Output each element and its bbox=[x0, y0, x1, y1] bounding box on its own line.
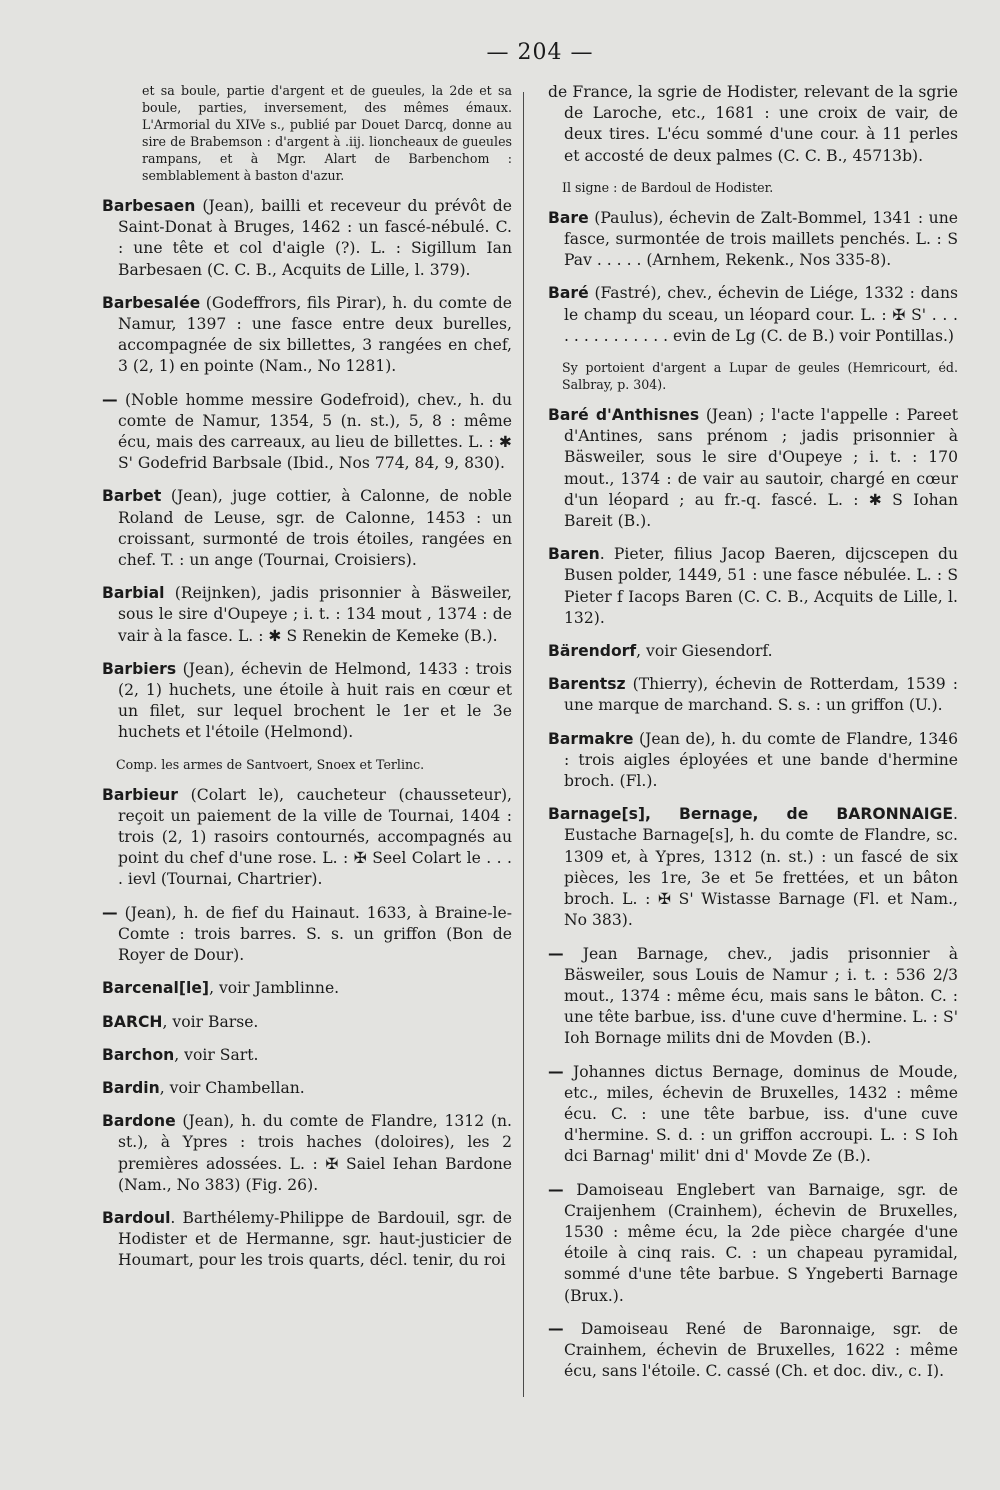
entry-headword: Bardone bbox=[102, 1112, 176, 1131]
entry-text: (Jean), juge cottier, à Calonne, de noble Roland de Leuse, sgr. de Calonne, 1453 : un croissant, surmonté de trois étoiles, rangées en chef. T. : un ange (Tournai, Croisiers). bbox=[118, 487, 512, 570]
entry-headword: Barchon bbox=[102, 1045, 175, 1064]
entry bbox=[102, 1012, 512, 1033]
entry-text: , voir Chambellan. bbox=[159, 1078, 305, 1097]
entry-text: Damoiseau Englebert van Barnaige, sgr. de Craijenhem (Crainhem), échevin de Bruxelles, 1530 : même écu, la 2de pièce chargée d'une étoile à cinq rais. C. : un chapeau pyramidal, sommé d'une tête barbue. S Yngeberti Barnage (Brux.). bbox=[563, 1180, 958, 1305]
entry bbox=[548, 804, 958, 931]
entry-text: . Eustache Barnage[s], h. du comte de Flandre, sc. 1309 et, à Ypres, 1312 (n. st.) : un fascé de six pièces, les 1re, 3e et 5e frettées, et un bâton broch. L. : ✠ S' Wistasse Barnage (Fl. et Nam., No 383). bbox=[564, 805, 958, 930]
entry-headword: Barbiers bbox=[102, 659, 177, 678]
note-text: Comp. les armes de Santvoert, Snoex et Terlinc. bbox=[116, 756, 425, 772]
entry-headword: BARCH bbox=[102, 1012, 163, 1031]
entry bbox=[102, 196, 512, 281]
entry-text: (Jean), h. de fief du Hainaut. 1633, à Braine-le-Comte : trois barres. S. s. un griffon (Bon de Royer de Dour). bbox=[117, 903, 512, 965]
entry-headword: — bbox=[548, 1319, 564, 1338]
entry bbox=[102, 978, 512, 999]
entry bbox=[102, 486, 512, 571]
entry-text: (Fastré), chev., échevin de Liége, 1332 : dans le champ du sceau, un léopard cour. L. : ✠ S' . . . . . . . . . . . . . . evin de Lg (C. de B.) voir Pontillas.) bbox=[564, 284, 958, 345]
entry bbox=[548, 641, 958, 662]
entry bbox=[548, 208, 958, 272]
entry bbox=[102, 1078, 512, 1099]
note-paragraph bbox=[102, 82, 512, 184]
entry bbox=[548, 405, 958, 532]
entry-text: Johannes dictus Bernage, dominus de Moude, etc., miles, échevin de Bruxelles, 1432 : même écu. C. : une tête barbue, iss. d'une cuve d'hermine. S. d. : un griffon accroupi. L. : S Ioh dci Barnag' milit' dni d' Movde Ze (B.). bbox=[563, 1062, 958, 1166]
entry bbox=[548, 82, 958, 167]
entry bbox=[102, 1111, 512, 1196]
entry-headword: Bärendorf bbox=[548, 642, 637, 661]
note-paragraph bbox=[548, 179, 958, 196]
entry-headword: Barmakre bbox=[548, 729, 634, 748]
entry-text: Damoiseau René de Baronnaige, sgr. de Crainhem, échevin de Bruxelles, 1622 : même écu, sans l'étoile. C. cassé (Ch. et doc. div., c. I). bbox=[563, 1319, 958, 1381]
entry-headword: — bbox=[102, 390, 118, 409]
entry bbox=[102, 903, 512, 967]
entry bbox=[548, 944, 958, 1050]
entry-headword: Barnage[s], Bernage, de BARONNAIGE bbox=[548, 805, 954, 824]
entry-text: (Jean), échevin de Helmond, 1433 : trois (2, 1) huchets, une étoile à huit rais en cœur et un filet, sur lequel brochent le 1er et le 3e huchets et l'étoile (Helmond). bbox=[118, 659, 512, 742]
entry bbox=[548, 544, 958, 629]
entry-headword: Baré bbox=[548, 284, 589, 303]
entry-headword: Bare bbox=[548, 208, 589, 227]
entry-headword: Barbet bbox=[102, 487, 162, 506]
entry-text: (Thierry), échevin de Rotterdam, 1539 : une marque de marchand. S. s. : un griffon (U.). bbox=[564, 675, 958, 715]
page-number: — 204 — bbox=[486, 40, 594, 65]
entry-headword: — bbox=[548, 1062, 564, 1081]
entry-text: , voir Barse. bbox=[162, 1012, 259, 1031]
entry-headword: Barentsz bbox=[548, 675, 626, 694]
entry-headword: — bbox=[548, 944, 564, 963]
entry-text: (Reijnken), jadis prisonnier à Bäsweiler, sous le sire d'Oupeye ; i. t. : 134 mout , 1374 : de vair à la fasce. L. : ✱ S Renekin de Kemeke (B.). bbox=[118, 584, 512, 645]
entry bbox=[548, 1319, 958, 1383]
entry bbox=[102, 785, 512, 891]
entry-headword: Barbieur bbox=[102, 785, 178, 804]
entry bbox=[548, 674, 958, 716]
right-column bbox=[548, 82, 958, 1394]
entry-headword: — bbox=[548, 1180, 564, 1199]
entry bbox=[548, 1180, 958, 1307]
left-column bbox=[102, 82, 512, 1284]
note-text: Il signe : de Bardoul de Hodister. bbox=[562, 179, 774, 195]
entry bbox=[548, 729, 958, 793]
note-text: et sa boule, partie d'argent et de gueules, la 2de et sa boule, parties, inversement, des mêmes émaux. L'Armorial du XIVe s., publié par Douet Darcq, donne au sire de Brabemson : d'argent à .iij. lioncheaux de gueules rampans, et à Mgr. Alart de Barbenchom : semblablement à baston d'azur. bbox=[142, 83, 512, 183]
entry-text: . Barthélemy-Philippe de Bardouil, sgr. de Hodister et de Hermanne, sgr. haut-justicier de Houmart, pour les trois quarts, décl. tenir, du roi bbox=[118, 1208, 512, 1270]
entry-headword: Barcenal[le] bbox=[102, 979, 210, 998]
entry-text: (Colart le), caucheteur (chausseteur), reçoit un paiement de la ville de Tournai, 1404 : trois (2, 1) rasoirs contournés, accompagnés au point du chef d'une rose. L. : ✠ Seel Colart le . . . . ievl (Tournai, Chartrier). bbox=[118, 785, 512, 889]
entry-text: , voir Giesendorf. bbox=[636, 642, 773, 661]
entry-headword: Bardoul bbox=[102, 1208, 171, 1227]
note-paragraph bbox=[102, 756, 512, 773]
entry-headword: Barbesaen bbox=[102, 197, 196, 215]
entry bbox=[102, 390, 512, 475]
entry-text: (Godeffrors, fils Pirar), h. du comte de Namur, 1397 : une fasce entre deux burelles, accompagnée de six billettes, 3 rangées en chef, 3 (2, 1) en pointe (Nam., No 1281). bbox=[118, 293, 512, 376]
entry-text: (Jean), h. du comte de Flandre, 1312 (n. st.), à Ypres : trois haches (doloires), les 2 premières adossées. L. : ✠ Saiel Iehan Bardone (Nam., No 383) (Fig. 26). bbox=[118, 1112, 512, 1194]
entry bbox=[102, 1045, 512, 1066]
entry bbox=[102, 1208, 512, 1272]
entry-text: (Jean) ; l'acte l'appelle : Pareet d'Antines, sans prénom ; jadis prisonnier à Bäsweiler, sous le sire d'Oupeye ; i. t. : 170 mout., 1374 : de vair au sautoir, chargé en cœur d'un léopard ; au fr.-q. fascé. L. : ✱ S Iohan Bareit (B.). bbox=[564, 406, 958, 531]
note-text: Sy portoient d'argent a Lupar de geules (Hemricourt, éd. Salbray, p. 304). bbox=[562, 360, 958, 393]
entry-headword: Baré d'Anthisnes bbox=[548, 406, 700, 425]
entry-headword: — bbox=[102, 903, 118, 922]
entry-text: (Jean de), h. du comte de Flandre, 1346 : trois aigles éployées et une bande d'hermine broch. (Fl.). bbox=[564, 729, 958, 791]
entry-headword: Barbial bbox=[102, 584, 165, 603]
entry-text: (Jean), bailli et receveur du prévôt de Saint-Donat à Bruges, 1462 : un fascé-nébulé. C. : une tête et col d'aigle (?). L. : Sigillum Ian Barbesaen (C. C. B., Acquits de Lille, l. 379). bbox=[118, 197, 512, 279]
entry-text: . Pieter, filius Jacop Baeren, dijcscepen du Busen polder, 1449, 51 : une fasce nébulée. L. : S Pieter f Iacops Baren (C. C. B., Acquits de Lille, l. 132). bbox=[564, 545, 958, 627]
entry-text: , voir Jamblinne. bbox=[209, 979, 340, 998]
entry bbox=[548, 283, 958, 347]
entry bbox=[102, 583, 512, 647]
column-divider bbox=[523, 92, 524, 1397]
entry bbox=[102, 659, 512, 744]
entry bbox=[102, 293, 512, 378]
entry-headword: Barbesalée bbox=[102, 293, 201, 312]
note-paragraph bbox=[548, 359, 958, 393]
entry-headword: Bardin bbox=[102, 1078, 160, 1097]
entry-text: (Noble homme messire Godefroid), chev., h. du comte de Namur, 1354, 5 (n. st.), 5, 8 : même écu, mais des carreaux, au lieu de billettes. L. : ✱ S' Godefrid Barbsale (Ibid., Nos 774, 84, 9, 830). bbox=[117, 390, 512, 473]
entry-headword: Baren bbox=[548, 545, 600, 564]
entry-text: Jean Barnage, chev., jadis prisonnier à Bäsweiler, sous Louis de Namur ; i. t. : 536 2/3 mout., 1374 : même écu, mais sans le bâton. C. : une tête barbue, iss. d'une cuve d'hermine. L. : S' Ioh Bornage milits dni de Movden (B.). bbox=[563, 944, 958, 1048]
entry bbox=[548, 1062, 958, 1168]
entry-text: de France, la sgrie de Hodister, relevant de la sgrie de Laroche, etc., 1681 : une croix de vair, de deux tires. L'écu sommé d'une cour. à 11 perles et accosté de deux palmes (C. C. B., 45713b). bbox=[548, 83, 958, 165]
entry-text: (Paulus), échevin de Zalt-Bommel, 1341 : une fasce, surmontée de trois maillets penchés. L. : S Pav . . . . . (Arnhem, Rekenk., Nos 335-8). bbox=[564, 208, 958, 270]
entry-text: , voir Sart. bbox=[174, 1045, 259, 1064]
